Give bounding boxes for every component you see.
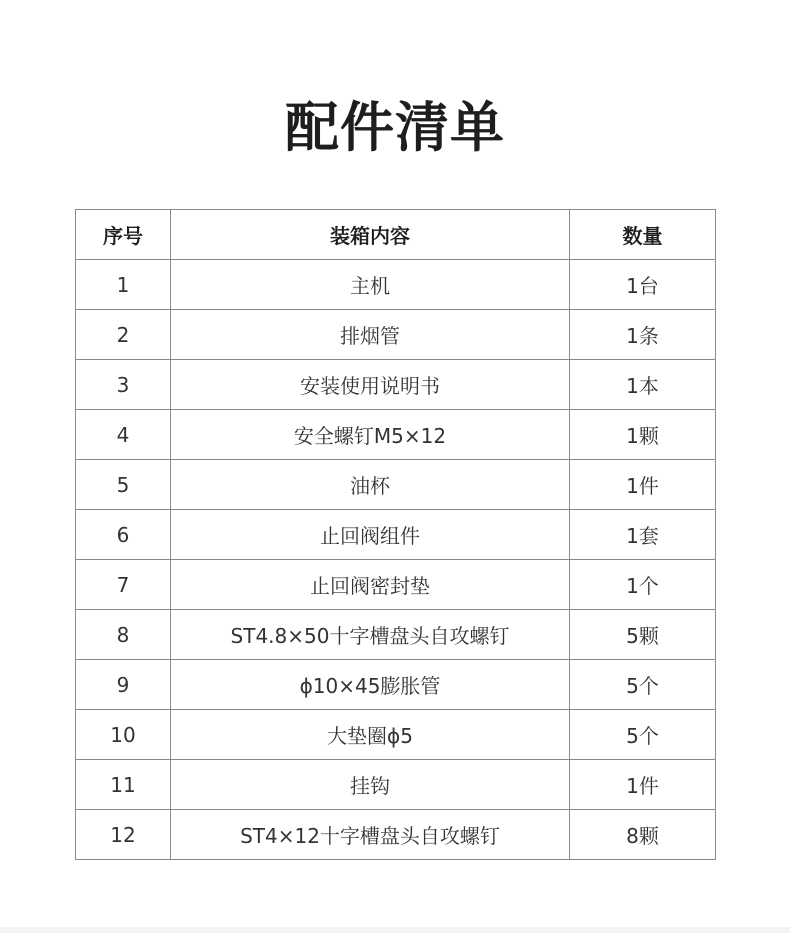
- cell-contents: 止回阀组件: [171, 510, 570, 560]
- table-header-row: [76, 210, 716, 260]
- table-row: [76, 660, 716, 710]
- table-row: [76, 310, 716, 360]
- cell-contents: 大垫圈ϕ5: [171, 710, 570, 760]
- header-serial-number: 序号: [76, 210, 171, 260]
- cell-serial-number: 5: [76, 460, 171, 510]
- cell-serial-number: 4: [76, 410, 171, 460]
- cell-contents: ϕ10×45膨胀管: [171, 660, 570, 710]
- parts-list-table: [75, 209, 716, 860]
- page-title: 配件清单: [285, 96, 505, 159]
- cell-serial-number: 7: [76, 560, 171, 610]
- table-row: [76, 260, 716, 310]
- cell-serial-number: 11: [76, 760, 171, 810]
- cell-serial-number: 12: [76, 810, 171, 860]
- cell-serial-number: 2: [76, 310, 171, 360]
- table-row: [76, 610, 716, 660]
- cell-contents: 止回阀密封垫: [171, 560, 570, 610]
- cell-quantity: 1条: [570, 310, 716, 360]
- table-row: [76, 360, 716, 410]
- table-row: [76, 810, 716, 860]
- cell-quantity: 5个: [570, 660, 716, 710]
- cell-quantity: 1台: [570, 260, 716, 310]
- cell-quantity: 1个: [570, 560, 716, 610]
- table-row: [76, 560, 716, 610]
- cell-contents: 安全螺钉M5×12: [171, 410, 570, 460]
- cell-contents: 排烟管: [171, 310, 570, 360]
- table-row: [76, 410, 716, 460]
- table-row: [76, 710, 716, 760]
- cell-quantity: 1颗: [570, 410, 716, 460]
- cell-contents: 油杯: [171, 460, 570, 510]
- cell-contents: 安装使用说明书: [171, 360, 570, 410]
- cell-serial-number: 1: [76, 260, 171, 310]
- table-row: [76, 510, 716, 560]
- cell-serial-number: 9: [76, 660, 171, 710]
- cell-serial-number: 10: [76, 710, 171, 760]
- cell-contents: ST4.8×50十字槽盘头自攻螺钉: [171, 610, 570, 660]
- cell-serial-number: 8: [76, 610, 171, 660]
- cell-quantity: 1件: [570, 460, 716, 510]
- cell-quantity: 1套: [570, 510, 716, 560]
- cell-contents: 主机: [171, 260, 570, 310]
- cell-contents: ST4×12十字槽盘头自攻螺钉: [171, 810, 570, 860]
- cell-serial-number: 6: [76, 510, 171, 560]
- cell-quantity: 1件: [570, 760, 716, 810]
- table-row: [76, 460, 716, 510]
- cell-quantity: 8颗: [570, 810, 716, 860]
- cell-quantity: 5个: [570, 710, 716, 760]
- table-row: [76, 760, 716, 810]
- bottom-divider: [0, 927, 790, 933]
- cell-quantity: 5颗: [570, 610, 716, 660]
- header-contents: 装箱内容: [171, 210, 570, 260]
- header-quantity: 数量: [570, 210, 716, 260]
- cell-serial-number: 3: [76, 360, 171, 410]
- cell-quantity: 1本: [570, 360, 716, 410]
- cell-contents: 挂钩: [171, 760, 570, 810]
